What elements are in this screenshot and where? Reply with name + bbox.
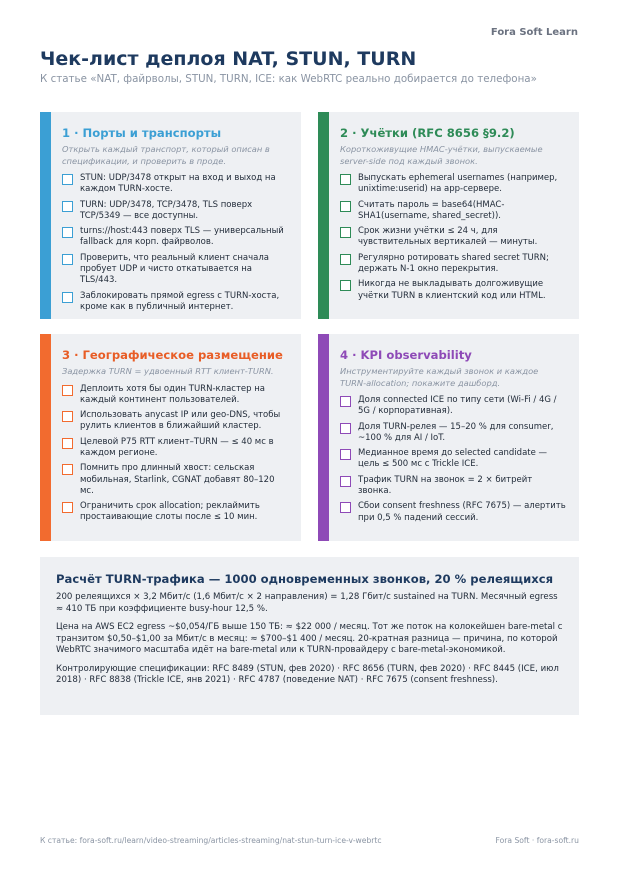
checklist-item-text: Использовать anycast IP или geo-DNS, чтобы рулить клиентов в ближайший кластер.	[80, 410, 281, 432]
checklist-item-text: Проверить, что реальный клиент сначала пробует UDP и чисто откатывается на TLS/443.	[80, 252, 270, 286]
checklist-item[interactable]	[62, 291, 289, 314]
card-lead: Открыть каждый транспорт, который описан в спецификации, и проверить в проде.	[62, 144, 270, 166]
checklist-item[interactable]	[62, 253, 289, 287]
checklist-item-text: Никогда не выкладывать долгоживущие учётки TURN в клиентский код или HTML.	[358, 279, 546, 301]
checkbox[interactable]	[62, 385, 73, 396]
checklist-item-text: Ограничить срок allocation; реклаймить простаивающие слоты после ≤ 10 мин.	[80, 501, 260, 523]
checkbox[interactable]	[340, 174, 351, 185]
card-lead: Задержка TURN = удвоенный RTT клиент-TURN.	[62, 366, 274, 376]
checklist-item[interactable]	[340, 395, 567, 418]
checkbox[interactable]	[62, 227, 73, 238]
card-accent-bar	[40, 334, 51, 541]
checkbox[interactable]	[62, 292, 73, 303]
checkbox[interactable]	[340, 502, 351, 513]
page-title: Чек-лист деплоя NAT, STUN, TURN	[40, 48, 417, 70]
checkbox[interactable]	[340, 476, 351, 487]
checkbox[interactable]	[340, 423, 351, 434]
checklist-item[interactable]	[62, 173, 289, 196]
checkbox[interactable]	[340, 201, 351, 212]
checklist-item-text: Доля TURN-релея — 15–20 % для consumer, ~100 % для AI / IoT.	[358, 421, 554, 443]
checkbox[interactable]	[62, 174, 73, 185]
card-accent-bar	[40, 112, 51, 319]
checklist-item[interactable]	[340, 200, 567, 223]
checklist-item[interactable]	[340, 226, 567, 249]
checklist-item-text: Медианное время до selected candidate — цель ≤ 500 мс с Trickle ICE.	[358, 448, 548, 470]
card-lead: Инструментируйте каждый звонок и каждое TURN-allocation; покажите дашборд.	[340, 366, 539, 388]
brand-label: Fora Soft Learn	[490, 27, 578, 38]
calc-paragraph-specs: Контролирующие спецификации: RFC 8489 (STUN, фев 2020) · RFC 8656 (TURN, фев 2020) · RFC 8445 (ICE, июл 2018) · RFC 8838 (Trickle ICE, янв 2021) · RFC 4787 (поведение NAT) · RFC 7675 (consent freshness).	[56, 663, 559, 685]
traffic-calculation-box	[40, 557, 579, 715]
checkbox[interactable]	[62, 411, 73, 422]
card-heading: 1 · Порты и транспорты	[62, 126, 222, 140]
checklist-item[interactable]	[62, 410, 289, 433]
checkbox[interactable]	[62, 464, 73, 475]
checklist-item-text: Деплоить хотя бы один TURN-кластер на каждый континент пользователей.	[80, 383, 265, 405]
checklist-item-text: TURN: UDP/3478, TCP/3478, TLS поверх TCP/5349 — все доступны.	[80, 199, 253, 221]
checklist-item-text: Заблокировать прямой egress с TURN-хоста, кроме как в публичный интернет.	[80, 290, 280, 312]
calc-heading: Расчёт TURN-трафика — 1000 одновременных звонков, 20 % релеящихся	[56, 572, 554, 586]
checklist-item-text: Выпускать ephemeral usernames (например, unixtime:userid) на app-сервере.	[358, 173, 558, 195]
checklist-item[interactable]	[340, 501, 567, 524]
checkbox[interactable]	[340, 280, 351, 291]
checkbox[interactable]	[340, 227, 351, 238]
checklist-item-text: Доля connected ICE по типу сети (Wi-Fi / 4G / 5G / корпоративная).	[358, 395, 557, 417]
checklist-item-text: Регулярно ротировать shared secret TURN; держать N-1 окно перекрытия.	[358, 252, 549, 275]
checklist-item-text: turns://host:443 поверх TLS — универсальный fallback для корп. файрволов.	[80, 226, 284, 248]
checkbox[interactable]	[62, 438, 73, 449]
page-subtitle: К статье «NAT, файрволы, STUN, TURN, ICE: как WebRTC реально добирается до телефона»	[40, 73, 537, 85]
card-credentials	[318, 112, 579, 319]
checklist-item[interactable]	[340, 173, 567, 196]
checklist-item[interactable]	[340, 253, 567, 276]
footer-site-label: Fora Soft · fora-soft.ru	[495, 836, 579, 845]
checklist-item[interactable]	[340, 475, 567, 498]
checkbox[interactable]	[340, 254, 351, 265]
checklist-item-text: Сбои consent freshness (RFC 7675) — алертить при 0,5 % падений сессий.	[358, 501, 566, 523]
checklist-item-text: STUN: UDP/3478 открыт на вход и выход на каждом TURN-хосте.	[80, 173, 276, 195]
card-accent-bar	[318, 112, 329, 319]
checklist-item[interactable]	[62, 226, 289, 249]
card-geography	[40, 334, 301, 541]
card-heading: 3 · Географическое размещение	[62, 348, 283, 362]
checkbox[interactable]	[340, 449, 351, 460]
checklist-item[interactable]	[62, 437, 289, 460]
calc-paragraph-cost: Цена на AWS EC2 egress ~$0,054/ГБ выше 150 ТБ: ≈ $22 000 / месяц. Тот же поток на колокейшен bare-metal с транзитом $0,50–$1,00 за Мбит/с в месяц: ≈ $700–$1 400 / месяц. 20-кратная разница — причина, по которой WebRTC значимого масштаба идёт на bare-metal или к TURN-провайдеру с bare-metal-экономикой.	[56, 622, 563, 655]
checklist-item[interactable]	[62, 463, 289, 497]
checklist-item[interactable]	[340, 279, 567, 302]
checklist-item[interactable]	[62, 200, 289, 223]
card-observability	[318, 334, 579, 541]
checklist-item[interactable]	[340, 422, 567, 445]
checklist-item-text: Целевой P75 RTT клиент–TURN — ≤ 40 мс в каждом регионе.	[80, 436, 274, 458]
checklist-item-text: Срок жизни учётки ≤ 24 ч, для чувствительных вертикалей — минуты.	[358, 226, 538, 248]
checklist-item-text: Считать пароль = base64(HMAC-SHA1(username, shared_secret)).	[358, 199, 505, 221]
card-lead: Короткоживущие HMAC-учётки, выпускаемые server-side под каждый звонок.	[340, 144, 543, 166]
checklist-item[interactable]	[340, 448, 567, 471]
card-ports	[40, 112, 301, 319]
checklist-item[interactable]	[62, 501, 289, 524]
checkbox[interactable]	[340, 396, 351, 407]
card-heading: 2 · Учётки (RFC 8656 §9.2)	[340, 126, 515, 140]
checkbox[interactable]	[62, 502, 73, 513]
footer-article-link[interactable]: К статье: fora-soft.ru/learn/video-streaming/articles-streaming/nat-stun-turn-ice-v-webrtc	[40, 836, 382, 845]
checklist-item-text: Трафик TURN на звонок = 2 × битрейт звонка.	[358, 474, 533, 497]
checkbox[interactable]	[62, 254, 73, 265]
checklist-item[interactable]	[62, 384, 289, 407]
calc-paragraph-traffic: 200 релеящихся × 3,2 Мбит/с (1,6 Мбит/с × 2 направления) = 1,28 Гбит/с sustained на TURN. Месячный egress ≈ 410 ТБ при коэффициенте busy-hour 12,5 %.	[56, 592, 558, 614]
checklist-item-text: Помнить про длинный хвост: сельская мобильная, Starlink, CGNAT добавят 80–120 мс.	[80, 463, 275, 496]
checkbox[interactable]	[62, 201, 73, 212]
card-heading: 4 · KPI observability	[340, 348, 472, 362]
card-accent-bar	[318, 334, 329, 541]
